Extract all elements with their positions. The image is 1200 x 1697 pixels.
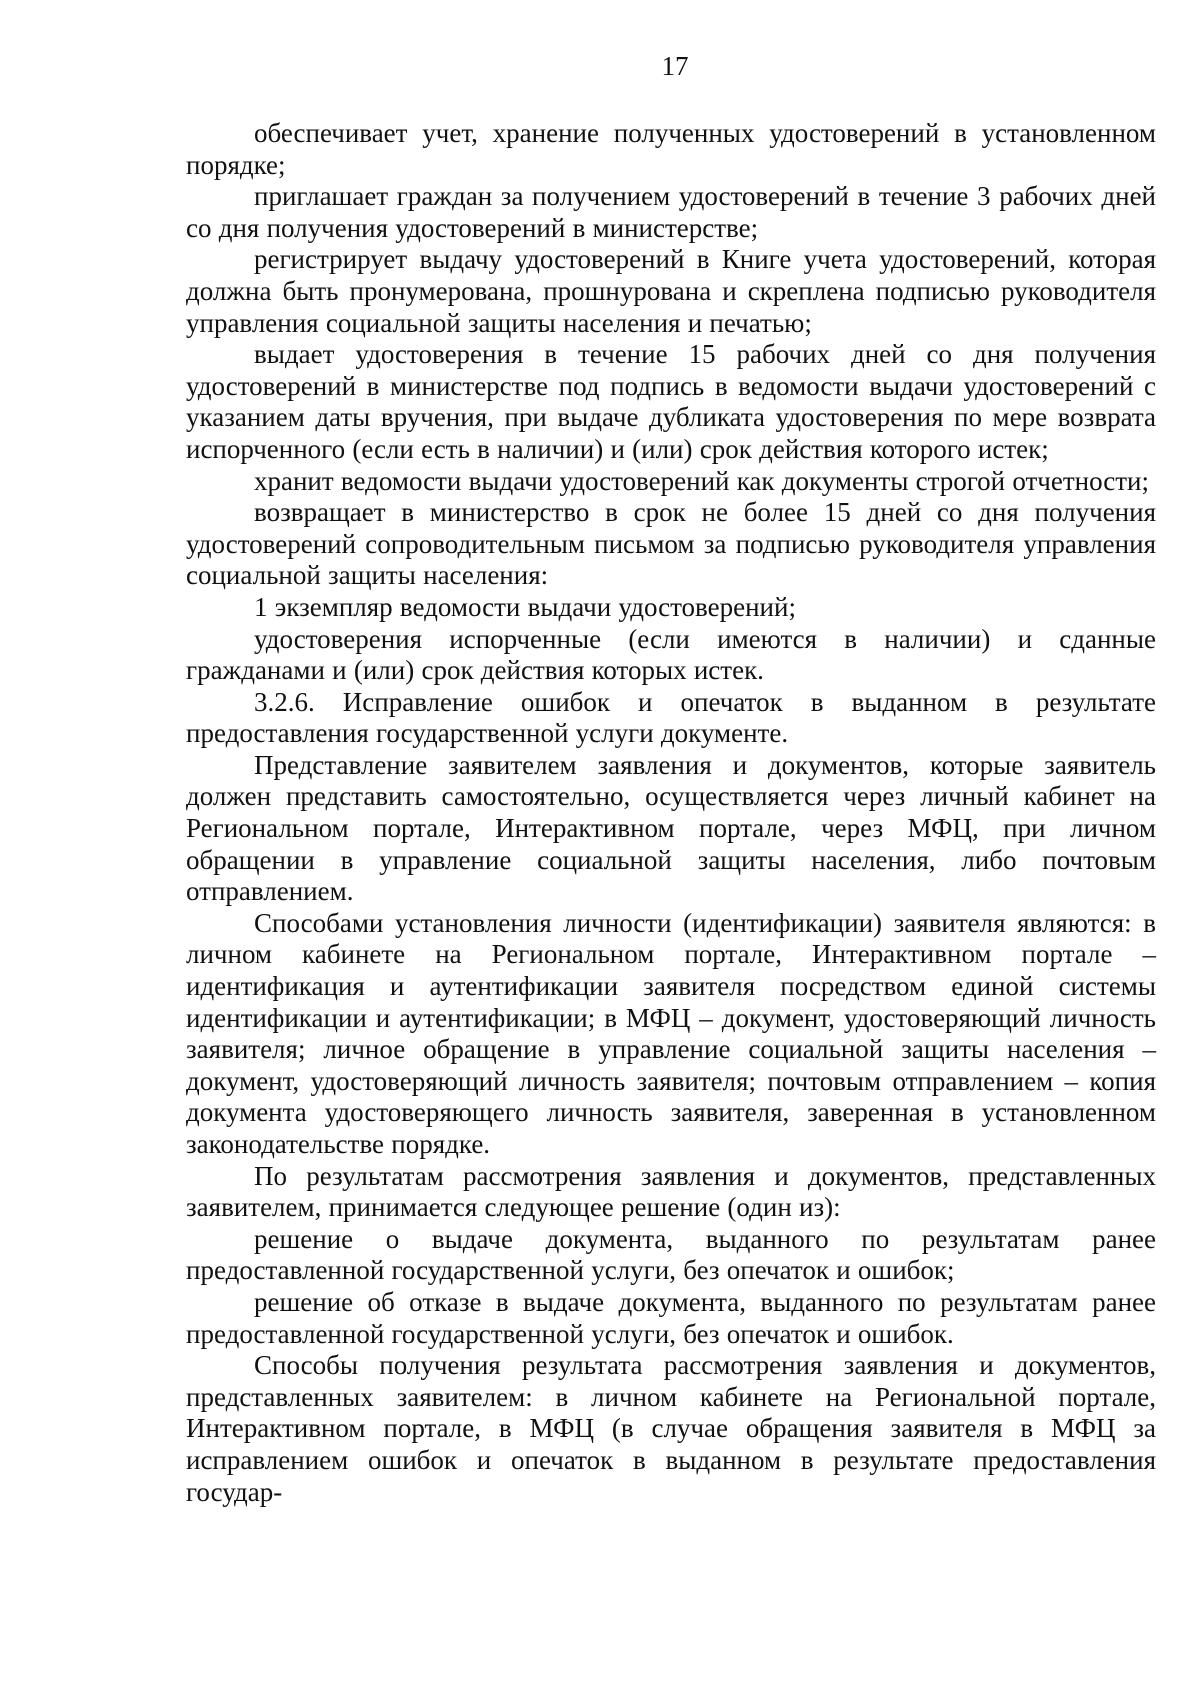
paragraph-14: решение об отказе в выдаче документа, выданного по результатам ранее предоставленной государственной услуги, без опечаток и ошибок. <box>186 1286 1156 1349</box>
paragraph-6: возвращает в министерство в срок не более 15 дней со дня получения удостоверений сопроводительным письмом за подписью руководителя управления социальной защиты населения: <box>186 497 1156 591</box>
paragraph-13: решение о выдаче документа, выданного по результатам ранее предоставленной государственной услуги, без опечаток и ошибок; <box>186 1223 1156 1286</box>
paragraph-12: По результатам рассмотрения заявления и документов, представленных заявителем, принимается следующее решение (один из): <box>186 1160 1156 1223</box>
paragraph-11: Способами установления личности (идентификации) заявителя являются: в личном кабинете на Региональном портале, Интерактивном портале – идентификация и аутентификации заявителя посредством единой системы идентификации и аутентификации; в МФЦ – документ, удостоверяющий личность заявителя; личное обращение в управление социальной защиты населения – документ, удостоверяющий личность заявителя; почтовым отправлением – копия документа удостоверяющего личность заявителя, заверенная в установленном законодательстве порядке. <box>186 907 1156 1159</box>
page-number: 17 <box>661 51 689 81</box>
paragraph-15: Способы получения результата рассмотрения заявления и документов, представленных заявителем: в личном кабинете на Региональной портале, Интерактивном портале, в МФЦ (в случае обращения заявителя в МФЦ за исправлением ошибок и опечаток в выданном в результате предоставления государ- <box>186 1350 1156 1507</box>
paragraph-8: удостоверения испорченные (если имеются в наличии) и сданные гражданами и (или) срок действия которых истек. <box>186 623 1156 686</box>
document-body <box>186 118 1156 1508</box>
paragraph-1: обеспечивает учет, хранение полученных удостоверений в установленном порядке; <box>186 118 1156 180</box>
paragraph-5: хранит ведомости выдачи удостоверений как документы строгой отчетности; <box>254 465 1149 496</box>
paragraph-3: регистрирует выдачу удостоверений в Книге учета удостоверений, которая должна быть пронумерована, прошнурована и скреплена подписью руководителя управления социальной защиты населения и печатью; <box>186 244 1156 338</box>
paragraph-4: выдает удостоверения в течение 15 рабочих дней со дня получения удостоверений в министерстве под подпись в ведомости выдачи удостоверений с указанием даты вручения, при выдаче дубликата удостоверения по мере возврата испорченного (если есть в наличии) и (или) срок действия которого истек; <box>186 339 1156 464</box>
paragraph-10: Представление заявителем заявления и документов, которые заявитель должен представить самостоятельно, осуществляется через личный кабинет на Региональном портале, Интерактивном портале, через МФЦ, при личном обращении в управление социальной защиты населения, либо почтовым отправлением. <box>186 749 1156 907</box>
paragraph-2: приглашает граждан за получением удостоверений в течение 3 рабочих дней со дня получения удостоверений в министерстве; <box>186 181 1156 243</box>
section-heading-3-2-6: 3.2.6. Исправление ошибок и опечаток в выданном в результате предоставления государственной услуги документе. <box>186 686 1156 749</box>
paragraph-7: 1 экземпляр ведомости выдачи удостоверений; <box>254 591 796 622</box>
